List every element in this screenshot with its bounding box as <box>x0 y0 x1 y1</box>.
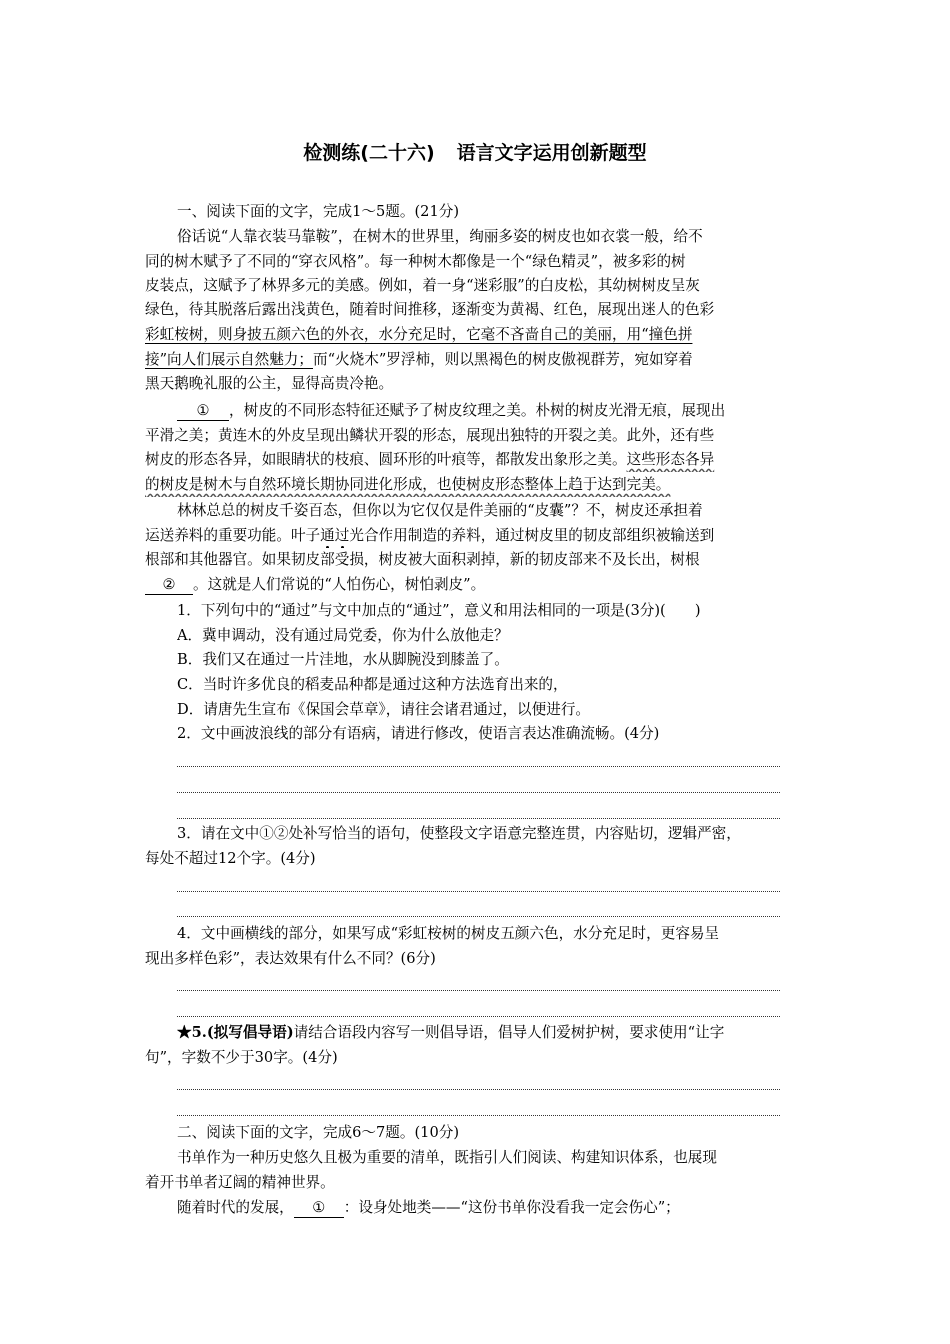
answer-line[interactable] <box>177 1115 780 1116</box>
text-span: 树皮的形态各异，如眼睛状的枝痕、圆环形的叶痕等，都散发出象形之美。 <box>145 451 627 468</box>
question-3: 3．请在文中①②处补写恰当的语句，使整段文字语意完整连贯，内容贴切，逻辑严密， <box>177 825 741 842</box>
text-span: ，树皮的不同形态特征还赋予了树皮纹理之美。朴树的树皮光滑无痕，展现出 <box>229 402 726 419</box>
text-span: 随着时代的发展， <box>177 1199 294 1216</box>
text-span: 。这就是人们常说的“人怕伤心，树怕剥皮”。 <box>193 576 486 593</box>
title-right: 语言文字运用创新题型 <box>456 142 647 164</box>
paragraph-line <box>145 548 810 572</box>
title-left: 检测练(二十六) <box>303 142 435 164</box>
paragraph-line <box>145 348 810 372</box>
text-span: 而“火烧木”罗浮柿，则以黑褐色的树皮傲视群芳，宛如穿着 <box>313 351 693 368</box>
text-span: 根部和其他器官。如果韧皮部受损，树皮被大面积剥掉，新的韧皮部来不及长出，树根 <box>145 551 700 568</box>
paragraph-line <box>145 323 810 347</box>
text-span: 请结合语段内容写一则倡导语，倡导人们爱树护树，要求使用“让字 <box>293 1024 725 1041</box>
option-a: A．冀申调动，没有通过局党委，你为什么放他走？ <box>177 627 509 644</box>
page-title <box>0 138 950 165</box>
paragraph-line <box>177 1196 810 1220</box>
paragraph-line: 着开书单者辽阔的精神世界。 <box>145 1174 335 1191</box>
paragraph-line: 黑天鹅晚礼服的公主，显得高贵冷艳。 <box>145 375 394 392</box>
answer-line[interactable] <box>177 792 780 793</box>
fill-blank-1: ① <box>294 1199 344 1218</box>
underlined-text: 接”向人们展示自然魅力； <box>145 351 313 368</box>
section1-heading: 一、阅读下面的文字，完成1～5题。(21分) <box>177 203 460 220</box>
underlined-text: 彩虹桉树，则身披五颜六色的外衣，水分充足时，它毫不吝啬自己的美丽，用“撞色拼 <box>145 326 693 343</box>
dotted-char: 过 <box>334 527 350 544</box>
text-span: ：设身处地类——“这份书单你没看我一定会伤心”； <box>343 1199 680 1216</box>
paragraph-line: 书单作为一种历史悠久且极为重要的清单，既指引人们阅读、构建知识体系，也展现 <box>177 1149 717 1166</box>
paragraph-line: 绿色，待其脱落后露出浅黄色，随着时间推移，逐渐变为黄褐、红色，展现出迷人的色彩 <box>145 301 715 318</box>
fill-blank-1: ① <box>177 402 229 421</box>
answer-line[interactable] <box>177 891 780 892</box>
paragraph-line: 林林总总的树皮千姿百态，但你以为它仅仅是件美丽的“皮囊”？不，树皮还承担着 <box>177 502 703 519</box>
section2-heading: 二、阅读下面的文字，完成6～7题。(10分) <box>177 1124 460 1141</box>
option-b: B．我们又在通过一片洼地，水从脚腕没到膝盖了。 <box>177 651 509 668</box>
paragraph-line: 皮装点，这赋予了林界多元的美感。例如，着一身“迷彩服”的白皮松，其幼树树皮呈灰 <box>145 277 700 294</box>
text-span: 运送养料的重要功能。叶子 <box>145 527 321 544</box>
paragraph-line <box>145 473 810 497</box>
paragraph-line <box>145 448 810 472</box>
answer-line[interactable] <box>177 1016 780 1017</box>
question-3-cont: 每处不超过12个字。(4分) <box>145 850 316 867</box>
answer-line[interactable] <box>177 916 780 917</box>
question-4: 4．文中画横线的部分，如果写成“彩虹桉树的树皮五颜六色，水分充足时，更容易呈 <box>177 925 720 942</box>
answer-line[interactable] <box>177 990 780 991</box>
question-1: 1．下列句中的“通过”与文中加点的“通过”，意义和用法相同的一项是(3分)( ) <box>177 602 701 619</box>
question-4-cont: 现出多样色彩”，表达效果有什么不同？(6分) <box>145 950 436 967</box>
paragraph-line: 俗话说“人靠衣装马靠鞍”，在树木的世界里，绚丽多姿的树皮也如衣裳一般，给不 <box>177 228 703 245</box>
paragraph-line <box>145 524 810 548</box>
paragraph-line <box>145 573 810 597</box>
question-2: 2．文中画波浪线的部分有语病，请进行修改，使语言表达准确流畅。(4分) <box>177 725 660 742</box>
paragraph-line <box>177 399 810 423</box>
paragraph-line: 同的树木赋予了不同的“穿衣风格”。每一种树木都像是一个“绿色精灵”，被多彩的树 <box>145 253 686 270</box>
answer-line[interactable] <box>177 1089 780 1090</box>
answer-line[interactable] <box>177 818 780 819</box>
question-5-cont: 句”，字数不少于30字。(4分) <box>145 1049 338 1066</box>
question-5 <box>177 1021 810 1045</box>
question-5-label: ★5.(拟写倡导语) <box>177 1024 294 1041</box>
wavy-underlined-text: 的树皮是树木与自然环境长期协同进化形成，也使树皮形态整体上趋于达到完美。 <box>145 476 671 493</box>
option-c: C．当时许多优良的稻麦品种都是通过这种方法选育出来的， <box>177 676 568 693</box>
fill-blank-2: ② <box>145 576 193 595</box>
text-span: 光合作用制造的养料，通过树皮里的韧皮部组织被输送到 <box>349 527 715 544</box>
option-d: D．请唐先生宣布《保国会草章》，请往会诸君通过，以便进行。 <box>177 701 591 718</box>
paragraph-line: 平滑之美；黄连木的外皮呈现出鳞状开裂的形态，展现出独特的开裂之美。此外，还有些 <box>145 427 715 444</box>
dotted-char: 通 <box>320 527 335 544</box>
answer-line[interactable] <box>177 766 780 767</box>
wavy-underlined-text: 这些形态各异 <box>626 451 715 468</box>
